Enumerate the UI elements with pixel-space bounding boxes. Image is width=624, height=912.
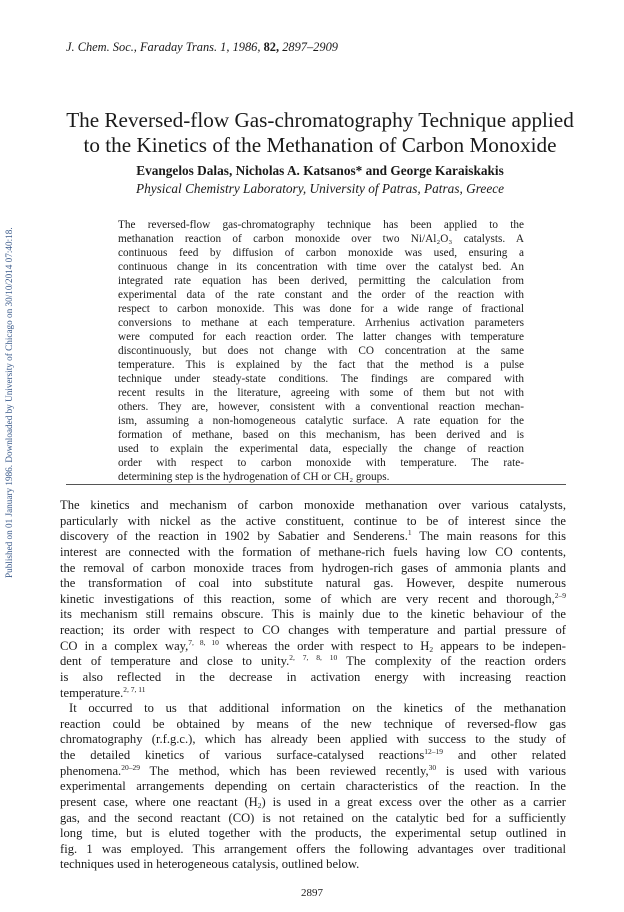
- body-line: kinetic investigations of this reaction, some of which are very recent and thorough,$^{2-9}$: [60, 590, 566, 606]
- body-line: techniques used in heterogeneous catalysis, outlined below.: [60, 857, 360, 872]
- abstract-line: continuous feed by diffusion of carbon monoxide was used, ensuring a: [118, 247, 524, 260]
- citation-ref: 12–19: [424, 747, 443, 756]
- journal-citation: [66, 40, 338, 55]
- body-line: long time, but is eluted together with the products, the experimental setup outlined in: [60, 826, 566, 841]
- abstract-line: used to explain the experimental data, especially the change of reaction: [118, 443, 524, 456]
- section-divider: [66, 484, 566, 485]
- citation-ref: 2, 7, 11: [123, 684, 146, 694]
- body-line: reaction; its order with respect to CO changes with temperature and partial pressure of: [60, 623, 566, 637]
- abstract-line: order with respect to carbon monoxide with temperature. The rate-: [118, 457, 524, 470]
- citation-ref: 20–29: [121, 762, 140, 772]
- abstract-line: discontinuously, but does not change with CO concentration at the same: [118, 345, 524, 358]
- abstract-line: determining step is the hydrogenation of CH or CH₂ groups.: [118, 471, 390, 484]
- body-line: experimental arrangements depending on certain characteristics of the reaction. In the: [60, 779, 566, 794]
- citation-ref: 2–9: [554, 590, 566, 600]
- body-line: the removal of carbon monoxide traces from hydrogen-rich gases of ammonia plants and: [60, 560, 566, 575]
- paper-title-line-2: to the Kinetics of the Methanation of Carbon Monoxide: [83, 133, 557, 157]
- abstract-line: temperature. This is explained by the fact that the method is a pulse: [118, 359, 524, 372]
- body-line: phenomena.$^{20-29}$ The method, which has been reviewed recently,$^{30}$ is used with various: [60, 762, 567, 778]
- download-side-note: [4, 160, 18, 580]
- journal-pages: 2897–2909: [282, 40, 338, 54]
- journal-volume: 82,: [263, 40, 280, 54]
- abstract-line: respect to carbon monoxide. This was done for a wide range of fractional: [118, 303, 524, 316]
- body-line: CO in a complex way,$^{7, 8, 10}$ whereas the order with respect to $H_2$ appears to be indepen-: [60, 637, 566, 654]
- body-text: [60, 498, 566, 873]
- abstract-line: others. They are, however, consistent with a conventional reaction mechan-: [118, 401, 524, 414]
- body-line: gas, and the second reactant (CO) is not retained on the catalytic bed for a sufficiently: [60, 810, 566, 825]
- abstract-line: were computed for each reaction order. The latter changes with temperature: [118, 331, 524, 344]
- body-line: interest are connected with the formation of methane-rich fuels having low CO contents,: [60, 544, 566, 559]
- body-line: the detailed kinetics of various surface-catalysed reactions$^{12-19}$ and other related: [60, 747, 566, 762]
- body-line: dent of temperature and close to unity.$^{2, 7, 8, 10}$ The complexity of the reaction orders: [60, 653, 566, 669]
- abstract-line: experimental data of the rate constant and the order of the reaction with: [118, 289, 524, 302]
- affiliation: Physical Chemistry Laboratory, University of Patras, Patras, Greece: [135, 181, 505, 196]
- body-line: The kinetics and mechanism of carbon monoxide methanation over various catalysts,: [60, 498, 566, 512]
- abstract-line: formation of methane, based on this mechanism, has been derived and is: [118, 429, 524, 442]
- body-line: chromatography (r.f.g.c.), which has already been applied with success to the study of: [60, 732, 566, 747]
- body-line: present case, where one reactant $(H_2)$ is used in a great excess over the other as a carrier: [60, 794, 567, 810]
- abstract-line: The reversed-flow gas-chromatography technique has been applied to the: [118, 219, 524, 231]
- journal-name: J. Chem. Soc., Faraday Trans. 1,: [66, 40, 230, 54]
- download-notice-text[interactable]: Published on 01 January 1986. Downloaded by University of Chicago on 30/10/2014 07:40:18.: [4, 227, 14, 578]
- abstract-line: integrated rate equation has been derived, permitting the calculation from: [118, 275, 524, 288]
- abstract: [118, 218, 524, 484]
- body-line: the transformation of coal into substitute natural gas. However, despite numerous: [60, 576, 566, 591]
- body-line: is also reflected in the decrease in activation energy with increasing reaction: [60, 669, 566, 684]
- abstract-line: recent results in the literature, agreeing with some of them but not with: [118, 387, 524, 400]
- body-line: particularly with nickel as the active constituent, continue to be of interest since the: [60, 513, 566, 528]
- abstract-line: continuous change in its concentration with time over the catalyst bed. An: [118, 261, 524, 274]
- abstract-line: conversions to methane at each temperature. Arrhenius activation parameters: [118, 317, 524, 330]
- abstract-line: methanation reaction of carbon monoxide over two Ni/Al₂O₃ catalysts. A: [118, 233, 524, 246]
- citation-ref: 7, 8, 10: [188, 637, 219, 647]
- page-number: 2897: [301, 887, 323, 899]
- body-line: reaction could be obtained by means of the new technique of reversed-flow gas: [60, 716, 566, 731]
- body-line: fig. 1 was employed. This arrangement offers the following advantages over traditional: [60, 841, 566, 856]
- citation-ref: 1: [407, 528, 412, 538]
- paper-title-line-1: The Reversed-flow Gas-chromatography Technique applied: [66, 108, 574, 132]
- body-line: It occurred to us that additional information on the kinetics of the methanation: [69, 701, 566, 716]
- abstract-line: ism, assuming a non-homogeneous catalytic surface. A rate equation for the: [118, 415, 524, 428]
- body-line: discovery of the reaction in 1902 by Sabatier and Senderens.$^1$ The main reasons for this: [60, 528, 566, 544]
- author-list: Evangelos Dalas, Nicholas A. Katsanos* and George Karaiskakis: [136, 163, 504, 178]
- body-line: its mechanism still remains obscure. This is mainly due to the kinetic behaviour of the: [60, 607, 566, 622]
- citation-ref: 2, 7, 8, 10: [289, 653, 338, 663]
- journal-year: 1986,: [232, 40, 261, 54]
- body-line: temperature.$^{2, 7, 11}$: [60, 684, 146, 700]
- citation-ref: 30: [428, 762, 437, 772]
- abstract-line: technique under steady-state conditions. The findings are compared with: [118, 373, 524, 386]
